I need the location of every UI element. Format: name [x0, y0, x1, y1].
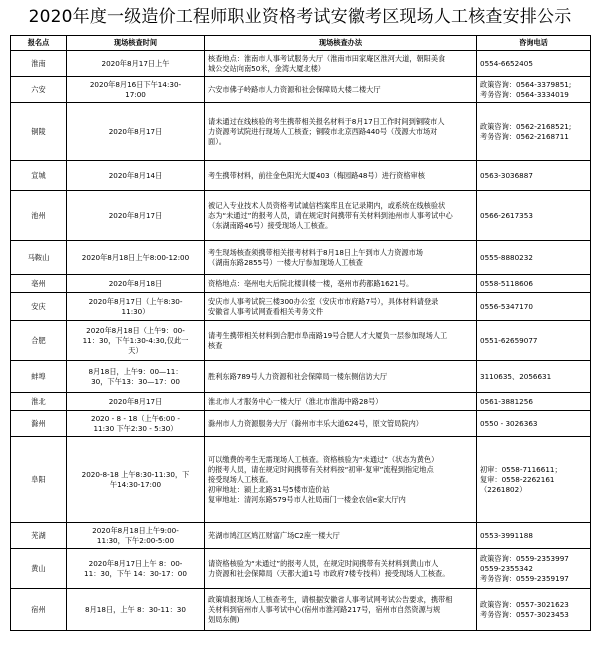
cell-time — [67, 411, 205, 437]
cell-method — [205, 321, 477, 361]
cell-time — [67, 437, 205, 523]
cell-time-line: 30，下午13：30—17：00 — [91, 376, 180, 386]
cell-method — [205, 523, 477, 549]
cell-time-line: 2020年8月18日（上午9：00- — [86, 325, 185, 335]
table-row — [11, 293, 591, 321]
cell-method-line: 力资源考试院进行现场人工核查；铜陵市北京西路440号（茂源大市场对 — [208, 126, 438, 136]
cell-phone — [477, 393, 591, 411]
cell-method — [205, 293, 477, 321]
cell-time-line: 11：30，下午1:30-4:30,仅此一 — [82, 335, 189, 345]
cell-method-line: 可以缴费的考生无需现场人工核查。资格核验为“未通过”（状态为黄色） — [208, 454, 439, 464]
header-method: 现场核查办法 — [205, 36, 477, 51]
cell-phone-line: 0550 - 3026363 — [480, 418, 538, 428]
cell-city: 蚌埠 — [11, 361, 67, 393]
cell-city: 铜陵 — [11, 103, 67, 161]
cell-method-line: 请考生携带相关材料到合肥市阜南路19号合肥人才大厦负一层参加现场人工 — [208, 330, 448, 340]
cell-time-line: 2020年8月17日上午 8：00- — [88, 558, 183, 568]
cell-time — [67, 523, 205, 549]
table-row — [11, 523, 591, 549]
cell-method — [205, 191, 477, 241]
cell-time-line: 17:00 — [125, 89, 146, 99]
cell-time-line: 2020年8月17日 — [108, 396, 163, 406]
cell-phone-line: 考务咨询：0557-3023453 — [480, 609, 569, 619]
table-row — [11, 191, 591, 241]
cell-method-line: 被记入专业技术人员资格考试诚信档案库且在记录期内，或系统在线核验状 — [208, 200, 446, 210]
cell-phone-line: 复审：0558-2262161 — [480, 474, 555, 484]
cell-city: 亳州 — [11, 275, 67, 293]
cell-method-line: 核查 — [208, 340, 223, 350]
cell-method-line: 芜湖市鸠江区鸠江财富广场C2座一楼大厅 — [208, 530, 340, 540]
cell-phone-line: （2261802） — [480, 484, 527, 494]
cell-time — [67, 191, 205, 241]
cell-method-line: 考生携带材料，前往金色阳光大厦403（梅园路48号）进行资格审核 — [208, 170, 425, 180]
cell-time — [67, 393, 205, 411]
cell-phone — [477, 321, 591, 361]
cell-time-line: 2020年8月18日上午9:00- — [92, 525, 179, 535]
cell-method-line: 核查地点：淮南市人事考试服务大厅（淮南市田家庵区淮河大道，朝阳美食 — [208, 53, 446, 63]
cell-method — [205, 589, 477, 631]
table-row — [11, 411, 591, 437]
cell-method-line: 资格地点：亳州电大后院北楼训楼一楼，亳州市药都路1621号。 — [208, 278, 414, 288]
cell-city: 滁州 — [11, 411, 67, 437]
cell-time-line: 2020年8月17日上午 — [101, 58, 170, 68]
cell-phone-line: 0558-5118606 — [480, 278, 533, 288]
cell-method-line: 关材料到宿州市人事考试中心(宿州市淮河路217号，宿州市自然资源与规 — [208, 604, 441, 614]
cell-phone-line: 考务咨询：0562-2168711 — [480, 131, 569, 141]
cell-city: 安庆 — [11, 293, 67, 321]
cell-time-line: 11:30） — [121, 306, 150, 316]
cell-phone-line: 考务咨询：0564-3334019 — [480, 89, 569, 99]
cell-city: 六安 — [11, 77, 67, 103]
cell-method-line: 淮北市人才服务中心一楼大厅（淮北市淮海中路28号） — [208, 396, 383, 406]
cell-time — [67, 293, 205, 321]
cell-time — [67, 51, 205, 77]
cell-phone — [477, 275, 591, 293]
cell-method — [205, 241, 477, 275]
cell-city: 宿州 — [11, 589, 67, 631]
cell-method-line: 请未通过在线核验的考生携带相关报名材料于8月17日工作时间到铜陵市人 — [208, 116, 445, 126]
table-row — [11, 161, 591, 191]
cell-time-line: 11:30，下午2:00-5:00 — [96, 535, 175, 545]
cell-city: 淮北 — [11, 393, 67, 411]
cell-phone — [477, 549, 591, 589]
cell-time — [67, 103, 205, 161]
cell-time-line: 2020-8-18 上午8:30-11:30，下 — [81, 469, 190, 479]
cell-method — [205, 103, 477, 161]
schedule-table — [10, 35, 591, 631]
header-city: 报名点 — [11, 36, 67, 51]
cell-method-line: 六安市佛子岭路市人力资源和社会保障局大楼二楼大厅 — [208, 84, 381, 94]
cell-time-line: 2020年8月18日 — [108, 278, 163, 288]
cell-phone — [477, 361, 591, 393]
cell-phone-line: 0554-6652405 — [480, 58, 533, 68]
cell-method-line: 安徽省人事考试网查看相关考务文件 — [208, 306, 324, 316]
cell-phone-line: 政策咨询：0559-2353997 — [480, 553, 569, 563]
cell-phone — [477, 161, 591, 191]
cell-city: 芜湖 — [11, 523, 67, 549]
page-title: 2020年度一级造价工程师职业资格考试安徽考区现场人工核查安排公示 — [28, 7, 572, 27]
cell-time — [67, 275, 205, 293]
cell-time-line: 2020年8月17日 — [108, 126, 163, 136]
cell-time — [67, 321, 205, 361]
table-row — [11, 103, 591, 161]
table-row — [11, 549, 591, 589]
cell-time-line: 午14:30-17:00 — [109, 479, 162, 489]
cell-time-line: 2020年8月16日下午14:30- — [89, 79, 182, 89]
cell-method — [205, 51, 477, 77]
cell-phone — [477, 51, 591, 77]
cell-method — [205, 77, 477, 103]
cell-phone — [477, 191, 591, 241]
cell-time-line: 2020年8月14日 — [108, 170, 163, 180]
cell-city: 阜阳 — [11, 437, 67, 523]
cell-time — [67, 361, 205, 393]
cell-phone-line: 0566-2617353 — [480, 210, 533, 220]
cell-time-line: 2020年8月17日（上午8:30- — [88, 296, 183, 306]
table-row — [11, 361, 591, 393]
cell-method — [205, 161, 477, 191]
header-time: 现场核查时间 — [67, 36, 205, 51]
cell-phone — [477, 589, 591, 631]
cell-method-line: 划局东侧) — [208, 614, 240, 624]
cell-method — [205, 437, 477, 523]
cell-method-line: 政策填报现场人工核查考生，请根据安徽省人事考试网考试公告要求，携带相 — [208, 594, 453, 604]
cell-time-line: 8月18日，上午9：00—11： — [88, 366, 183, 376]
cell-phone — [477, 437, 591, 523]
cell-time-line: 2020年8月17日 — [108, 210, 163, 220]
cell-time-line: 8月18日，上午 8：30-11：30 — [85, 604, 186, 614]
cell-time-line: 11:30 下午2:30 - 5:30） — [93, 423, 178, 433]
cell-method-line: 胜利东路789号人力资源和社会保障局一楼东侧信访大厅 — [208, 371, 388, 381]
cell-city: 池州 — [11, 191, 67, 241]
table-row — [11, 589, 591, 631]
table-row — [11, 77, 591, 103]
cell-city: 黄山 — [11, 549, 67, 589]
cell-phone-line: 政策咨询：0557-3021623 — [480, 599, 569, 609]
cell-phone-line: 考务咨询：0559-2359197 — [480, 573, 569, 583]
cell-phone — [477, 103, 591, 161]
cell-phone-line: 0556-5347170 — [480, 301, 533, 311]
cell-phone-line: 0561-3881256 — [480, 396, 533, 406]
cell-method — [205, 411, 477, 437]
cell-time-line: 2020年8月18日上午8:00-12:00 — [81, 252, 190, 262]
cell-method-line: （湖南东路2855号）一楼大厅参加现场人工核查 — [208, 257, 363, 267]
table-row — [11, 241, 591, 275]
cell-phone — [477, 77, 591, 103]
cell-phone — [477, 241, 591, 275]
cell-method-line: 请资格核验为“未通过”的报考人员，在规定时间携带有关材料到黄山市人 — [208, 558, 439, 568]
cell-method-line: 的报考人员，请在规定时间携带有关材料按“初审-复审”流程到指定地点 — [208, 464, 434, 474]
cell-time — [67, 77, 205, 103]
cell-method-line: 态为“未通过”的报考人员，请在规定时间携带有关材料到池州市人事考试中心 — [208, 210, 453, 220]
table-row — [11, 51, 591, 77]
cell-method — [205, 361, 477, 393]
cell-phone-line: 政策咨询：0564-3379851; — [480, 79, 572, 89]
cell-time-line: 天） — [128, 345, 143, 355]
cell-method — [205, 393, 477, 411]
cell-method-line: 滁州市人力资源服务大厅（滁州市丰乐大道624号，原文管局院内） — [208, 418, 423, 428]
cell-time-line: 2020 - 8 - 18（上午6:00 - — [91, 413, 180, 423]
cell-phone-line: 政策咨询：0562-2168521; — [480, 121, 572, 131]
table-row — [11, 321, 591, 361]
table-row — [11, 275, 591, 293]
cell-phone-line: 初审：0558-7116611； — [480, 464, 562, 474]
cell-method — [205, 275, 477, 293]
cell-phone — [477, 523, 591, 549]
cell-method-line: 安庆市人事考试院三楼300办公室（安庆市市府路7号），具体材料请登录 — [208, 296, 439, 306]
cell-phone-line: 3110635、2056631 — [480, 371, 552, 381]
cell-time — [67, 589, 205, 631]
cell-time — [67, 161, 205, 191]
cell-city: 宣城 — [11, 161, 67, 191]
cell-city: 淮南 — [11, 51, 67, 77]
cell-method-line: 接受现场人工核查。 — [208, 474, 273, 484]
cell-time-line: 11：30，下午 14：30-17：00 — [84, 568, 187, 578]
table-row — [11, 393, 591, 411]
cell-time — [67, 549, 205, 589]
cell-phone — [477, 293, 591, 321]
cell-method-line: 复审地址：清河东路579号市人社局南门一楼金农信e家大厅内 — [208, 494, 406, 504]
cell-phone-line: 0551-62659077 — [480, 335, 538, 345]
cell-method-line: 考生现场核查须携带相关报考材料于8月18日上午到市人力资源市场 — [208, 247, 423, 257]
cell-method-line: （东湖南路46号）接受现场人工核查。 — [208, 220, 333, 230]
header-phone: 咨询电话 — [477, 36, 591, 51]
cell-city: 马鞍山 — [11, 241, 67, 275]
header-row — [11, 36, 591, 51]
cell-method-line: 力资源和社会保障局（天都大道1号 市政府7楼专技科）接受现场人工核查。 — [208, 568, 450, 578]
cell-city: 合肥 — [11, 321, 67, 361]
cell-phone — [477, 411, 591, 437]
cell-phone-line: 0555-8880232 — [480, 252, 533, 262]
cell-method-line: 初审地址：颍上北路31号5楼市造价站 — [208, 484, 330, 494]
cell-time — [67, 241, 205, 275]
cell-phone-line: 0563-3036887 — [480, 170, 533, 180]
cell-method — [205, 549, 477, 589]
cell-phone-line: 0553-3991188 — [480, 530, 533, 540]
cell-phone-line: 0559-2355342 — [480, 563, 533, 573]
table-row — [11, 437, 591, 523]
cell-method-line: 面）。 — [208, 136, 226, 146]
cell-method-line: 城公交站向南50米，金湾大厦北楼） — [208, 63, 325, 73]
